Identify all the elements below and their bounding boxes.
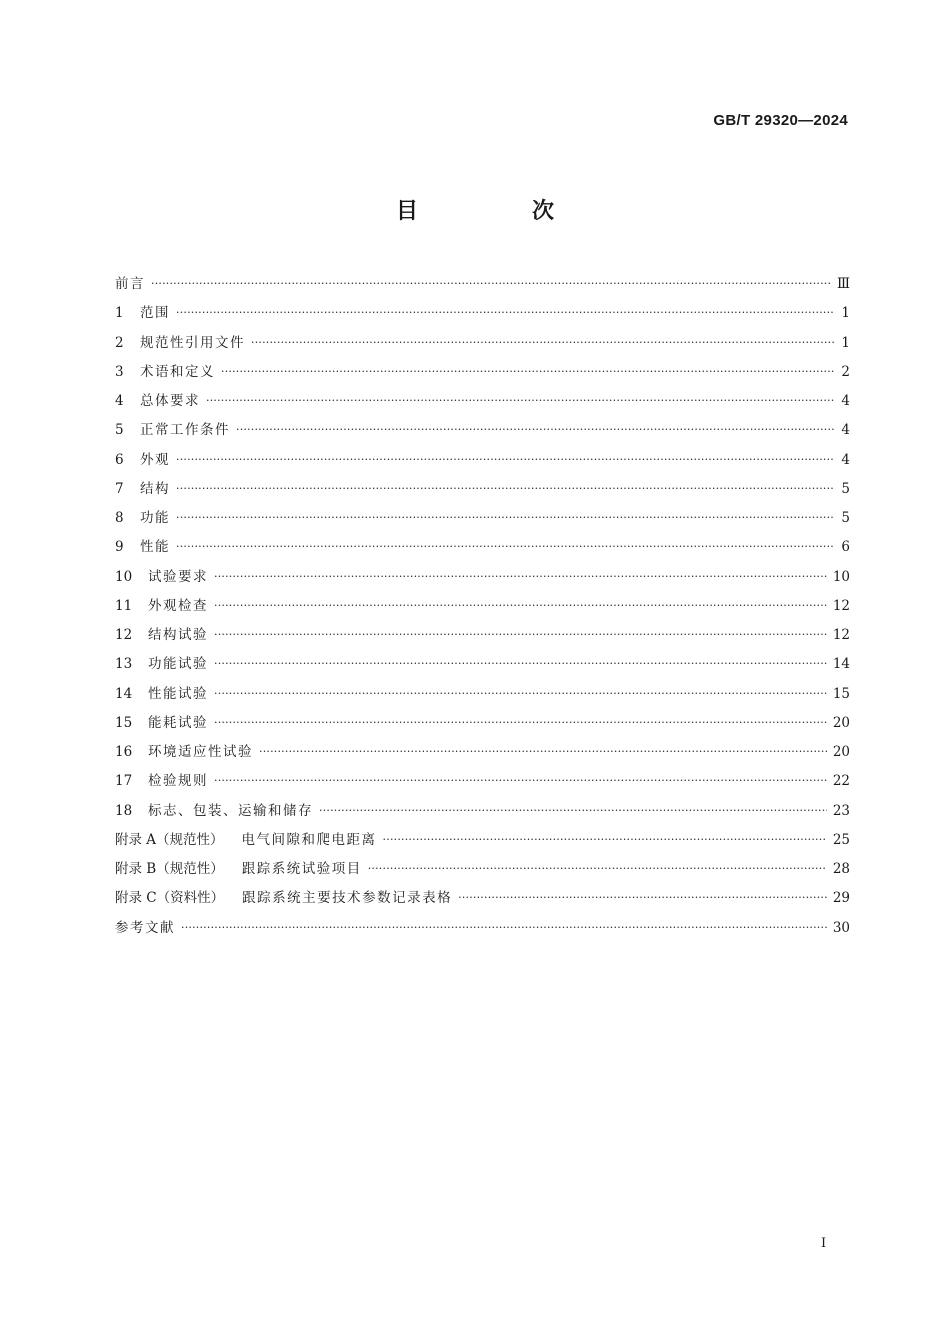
toc-entry-18[interactable] <box>115 797 850 826</box>
toc-dot-leader <box>214 591 827 620</box>
toc-entry-title: 前言 <box>115 276 145 292</box>
toc-entry-11[interactable] <box>115 592 850 621</box>
toc-entry-bibliography[interactable] <box>115 914 850 943</box>
toc-entry-page: 10 <box>832 568 850 585</box>
toc-entry-2[interactable] <box>115 329 850 358</box>
toc-appendix-label: 附录 A（规范性） <box>115 831 224 848</box>
toc-dot-leader <box>368 854 827 883</box>
toc-entry-number: 6 <box>115 451 124 468</box>
toc-entry-appendix-b[interactable] <box>115 855 850 884</box>
toc-entry-title: 参考文献 <box>115 919 175 936</box>
toc-entry-title: 总体要求 <box>140 393 200 409</box>
toc-entry-page: 20 <box>832 744 850 760</box>
toc-entry-page: 29 <box>832 890 850 907</box>
toc-entry-1[interactable] <box>115 299 850 328</box>
toc-entry-number: 3 <box>115 363 124 380</box>
toc-entry-page: 12 <box>832 627 850 643</box>
toc-entry-page: 22 <box>832 773 850 790</box>
toc-dot-leader <box>181 913 827 942</box>
toc-entry-page: 2 <box>841 363 850 380</box>
toc-entry-page: 1 <box>841 305 850 322</box>
toc-entry-number: 13 <box>115 656 133 673</box>
toc-entry-title: 电气间隙和爬电距离 <box>241 831 377 848</box>
toc-entry-title: 检验规则 <box>148 773 208 790</box>
toc-entry-page: 6 <box>841 539 850 556</box>
toc-entry-number: 2 <box>115 334 124 351</box>
toc-entry-page: 12 <box>832 597 850 614</box>
toc-dot-leader <box>206 386 834 415</box>
toc-entry-number: 18 <box>115 802 133 819</box>
toc-entry-number: 10 <box>115 568 133 585</box>
toc-appendix-label: 附录 C（资料性） <box>115 890 225 907</box>
toc-entry-title: 外观检查 <box>148 597 208 614</box>
toc-entry-page: 5 <box>841 480 850 497</box>
toc-entry-5[interactable] <box>115 416 850 445</box>
toc-entry-number: 7 <box>115 480 124 497</box>
toc-entry-12[interactable] <box>115 621 850 650</box>
toc-dot-leader <box>176 298 834 327</box>
toc-dot-leader <box>176 474 834 503</box>
toc-entry-title: 性能 <box>140 539 170 556</box>
toc-entry-title: 环境适应性试验 <box>148 744 253 760</box>
toc-title: 目 次 <box>395 199 600 224</box>
toc-entry-9[interactable] <box>115 533 850 562</box>
toc-dot-leader <box>458 883 827 912</box>
toc-entry-number: 16 <box>115 744 133 760</box>
toc-entry-appendix-c[interactable] <box>115 884 850 913</box>
page-number: I <box>821 1236 827 1251</box>
toc-entry-page: 4 <box>841 393 850 409</box>
toc-entry-15[interactable] <box>115 709 850 738</box>
toc-dot-leader <box>383 825 827 854</box>
toc-entry-title: 结构试验 <box>148 627 208 643</box>
toc-entry-6[interactable] <box>115 446 850 475</box>
toc-entry-number: 14 <box>115 685 133 702</box>
toc-entry-page: 5 <box>841 510 850 526</box>
toc-entry-page: 25 <box>832 831 850 848</box>
toc-dot-leader <box>236 415 834 444</box>
toc-entry-number: 12 <box>115 627 133 643</box>
toc-dot-leader <box>176 445 834 474</box>
toc-entry-17[interactable] <box>115 767 850 796</box>
toc-entry-title: 功能试验 <box>148 656 208 673</box>
toc-entry-page: 23 <box>832 802 850 819</box>
toc-entry-title: 标志、包装、运输和储存 <box>148 802 313 819</box>
toc-entry-title: 性能试验 <box>148 685 208 702</box>
toc-dot-leader <box>214 620 827 649</box>
toc-entry-4[interactable] <box>115 387 850 416</box>
table-of-contents <box>115 270 850 943</box>
toc-dot-leader <box>214 562 827 591</box>
toc-entry-number: 1 <box>115 305 124 322</box>
toc-entry-page: Ⅲ <box>836 276 850 292</box>
toc-entry-number: 17 <box>115 773 133 790</box>
toc-entry-title: 范围 <box>140 305 170 322</box>
toc-entry-page: 14 <box>832 656 850 673</box>
toc-dot-leader <box>151 269 831 298</box>
toc-dot-leader <box>214 766 827 795</box>
document-code: GB/T 29320—2024 <box>713 112 848 129</box>
toc-entry-page: 30 <box>832 919 850 936</box>
toc-dot-leader <box>319 796 827 825</box>
toc-entry-title: 外观 <box>140 451 170 468</box>
toc-entry-foreword[interactable] <box>115 270 850 299</box>
toc-entry-14[interactable] <box>115 680 850 709</box>
toc-entry-page: 28 <box>832 861 850 877</box>
toc-entry-page: 4 <box>841 422 850 439</box>
toc-dot-leader <box>176 532 834 561</box>
toc-entry-number: 9 <box>115 539 124 556</box>
toc-dot-leader <box>214 708 827 737</box>
toc-entry-10[interactable] <box>115 563 850 592</box>
toc-entry-8[interactable] <box>115 504 850 533</box>
toc-entry-title: 跟踪系统主要技术参数记录表格 <box>242 890 453 907</box>
toc-entry-number: 5 <box>115 422 124 439</box>
toc-entry-16[interactable] <box>115 738 850 767</box>
toc-entry-title: 规范性引用文件 <box>140 334 245 351</box>
toc-entry-title: 结构 <box>140 480 170 497</box>
toc-dot-leader <box>259 737 827 766</box>
toc-entry-page: 4 <box>841 451 850 468</box>
toc-entry-title: 正常工作条件 <box>140 422 230 439</box>
toc-entry-number: 15 <box>115 714 133 731</box>
toc-dot-leader <box>214 679 827 708</box>
toc-entry-title: 能耗试验 <box>148 714 208 731</box>
toc-entry-3[interactable] <box>115 358 850 387</box>
toc-entry-title: 术语和定义 <box>140 363 215 380</box>
toc-entry-title: 功能 <box>140 510 170 526</box>
toc-dot-leader <box>251 328 834 357</box>
toc-entry-7[interactable] <box>115 475 850 504</box>
toc-entry-title: 试验要求 <box>148 568 208 585</box>
toc-entry-page: 1 <box>841 334 850 351</box>
toc-entry-13[interactable] <box>115 650 850 679</box>
toc-appendix-label: 附录 B（规范性） <box>115 861 224 877</box>
toc-dot-leader <box>214 649 827 678</box>
toc-entry-number: 11 <box>115 597 133 614</box>
toc-dot-leader <box>176 503 834 532</box>
toc-entry-number: 4 <box>115 393 124 409</box>
toc-entry-title: 跟踪系统试验项目 <box>241 861 362 877</box>
toc-entry-number: 8 <box>115 510 124 526</box>
toc-entry-page: 15 <box>832 685 850 702</box>
toc-entry-page: 20 <box>832 714 850 731</box>
toc-entry-appendix-a[interactable] <box>115 826 850 855</box>
toc-dot-leader <box>221 357 834 386</box>
